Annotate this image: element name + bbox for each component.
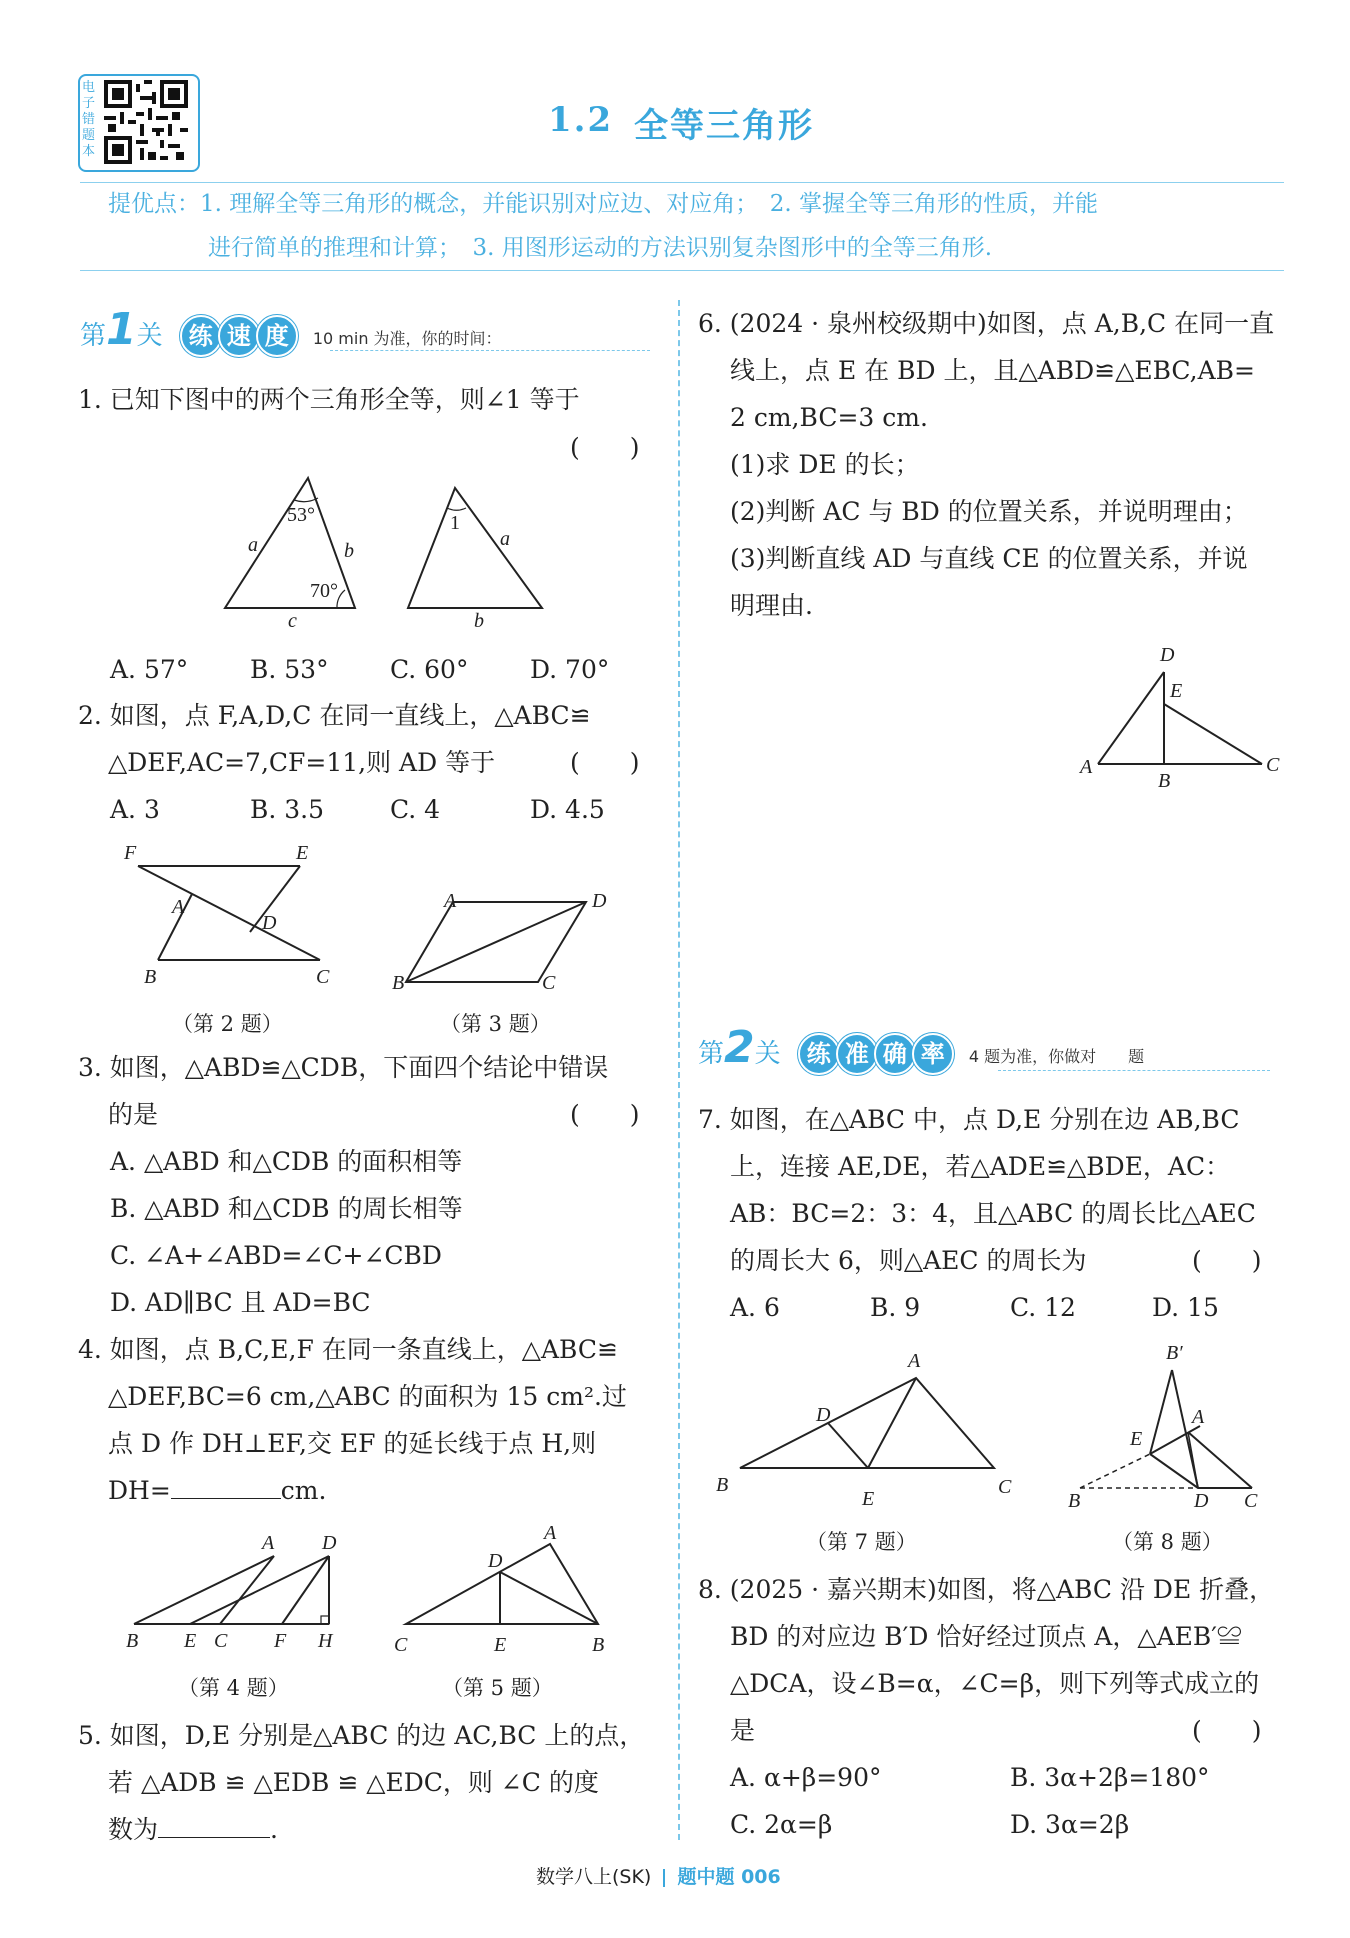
- q4-dh-label: DH=: [108, 1476, 171, 1505]
- q3-option-a[interactable]: A. △ABD 和△CDB 的面积相等: [110, 1147, 463, 1176]
- q3-option-d[interactable]: D. AD∥BC 且 AD=BC: [110, 1288, 371, 1317]
- q4-line4: [108, 1467, 326, 1514]
- qr-code-icon[interactable]: [104, 80, 188, 164]
- q7-line3: AB：BC=2：3：4，且△ABC 的周长比△AEC: [730, 1199, 1256, 1228]
- q6-pt-B: B: [1158, 770, 1171, 792]
- level1-num: 1: [106, 304, 137, 355]
- q5-pt-D: D: [488, 1550, 503, 1572]
- q5-answer-blank[interactable]: [158, 1811, 270, 1838]
- q5-pt-E: E: [494, 1634, 507, 1656]
- q1-figure: [210, 468, 570, 638]
- q3-option-b[interactable]: B. △ABD 和△CDB 的周长相等: [110, 1194, 463, 1223]
- q7-option-c[interactable]: C. 12: [1010, 1293, 1076, 1322]
- q5-figure: [400, 1536, 610, 1636]
- q6-figure: [1090, 664, 1280, 774]
- q4-unit: cm.: [280, 1476, 327, 1505]
- q5-pt-C: C: [394, 1634, 408, 1656]
- q1-triangle-right: [408, 488, 542, 608]
- q5-period: .: [270, 1815, 278, 1844]
- q2-caption: （第 2 题）: [172, 1012, 283, 1036]
- q8-pt-Bp: B′: [1166, 1342, 1183, 1364]
- q1-option-d[interactable]: D. 70°: [530, 655, 610, 684]
- q7-option-b[interactable]: B. 9: [870, 1293, 921, 1322]
- focus-line-2: 进行简单的推理和计算； 3. 用图形运动的方法识别复杂图形中的全等三角形.: [208, 235, 993, 261]
- q6-line2: 线上，点 E 在 BD 上，且△ABD≌△EBC,AB=: [730, 356, 1255, 385]
- q4-caption: （第 4 题）: [178, 1676, 289, 1700]
- q1-option-c[interactable]: C. 60°: [390, 655, 469, 684]
- q7-figure: [724, 1364, 1004, 1484]
- q1-label-1: 1: [450, 512, 460, 534]
- q2-option-c[interactable]: C. 4: [390, 795, 441, 824]
- q2-pt-C: C: [316, 966, 330, 988]
- q4-pt-C: C: [214, 1630, 228, 1652]
- q4-figure: [124, 1546, 344, 1636]
- q5-line1: 5. 如图，D,E 分别是△ABC 的边 AC,BC 上的点，: [78, 1721, 645, 1750]
- q8-pt-B: B: [1068, 1490, 1081, 1512]
- q3-pt-D: D: [592, 890, 607, 912]
- q1-option-a[interactable]: A. 57°: [110, 655, 189, 684]
- q6-sub1: (1)求 DE 的长；: [730, 450, 920, 479]
- q6-sub3: (3)判断直线 AD 与直线 CE 的位置关系，并说: [730, 544, 1248, 573]
- q4-pt-E: E: [184, 1630, 197, 1652]
- focus-line-1: 提优点：1. 理解全等三角形的概念，并能识别对应边、对应角； 2. 掌握全等三角形的性质，并能: [108, 191, 1099, 217]
- q7-pt-E: E: [862, 1488, 875, 1510]
- level2-char-2: 准: [836, 1033, 878, 1075]
- q1-answer-paren[interactable]: ( ): [570, 433, 640, 462]
- q6-pt-C: C: [1266, 754, 1280, 776]
- q7-pt-B: B: [716, 1474, 729, 1496]
- q8-option-d[interactable]: D. 3α=2β: [1010, 1810, 1130, 1839]
- q4-pt-D: D: [322, 1532, 337, 1554]
- footer-separator: [663, 1869, 665, 1887]
- q5-line2: 若 △ADB ≌ △EDB ≌ △EDC，则 ∠C 的度: [108, 1768, 599, 1797]
- q3-pt-C: C: [542, 972, 556, 994]
- q7-line1: 7. 如图，在△ABC 中，点 D,E 分别在边 AB,BC: [698, 1105, 1240, 1134]
- q3-caption: （第 3 题）: [440, 1012, 551, 1036]
- q7-pt-C: C: [998, 1476, 1012, 1498]
- q1-text: 1. 已知下图中的两个三角形全等，则∠1 等于: [78, 385, 580, 414]
- q3-answer-paren[interactable]: ( ): [570, 1100, 640, 1129]
- q2-figure: [120, 848, 340, 968]
- q7-option-d[interactable]: D. 15: [1152, 1293, 1219, 1322]
- q8-option-c[interactable]: C. 2α=β: [730, 1810, 833, 1839]
- q8-pt-E: E: [1130, 1428, 1143, 1450]
- q4-answer-blank[interactable]: [171, 1472, 281, 1499]
- q8-pt-C: C: [1244, 1490, 1258, 1512]
- q6-pt-A: A: [1080, 756, 1093, 778]
- q4-pt-B: B: [126, 1630, 139, 1652]
- q3-pt-B: B: [392, 972, 405, 994]
- q6-line3: 2 cm,BC=3 cm.: [730, 403, 928, 432]
- q1-label-c-left: c: [288, 610, 297, 632]
- q3-figure: [398, 890, 598, 990]
- q2-pt-F: F: [124, 842, 137, 864]
- column-divider: [678, 300, 680, 1840]
- q3-pt-A: A: [444, 890, 457, 912]
- q6-sub2: (2)判断 AC 与 BD 的位置关系，并说明理由；: [730, 497, 1248, 526]
- page-title: 全等三角形: [634, 106, 814, 146]
- level2-char-3: 确: [874, 1033, 916, 1075]
- q4-pt-A: A: [262, 1532, 275, 1554]
- q2-line1: 2. 如图，点 F,A,D,C 在同一直线上，△ABC≌: [78, 701, 591, 730]
- q5-caption: （第 5 题）: [442, 1676, 553, 1700]
- q8-line1: 8. (2025 · 嘉兴期末)如图，将△ABC 沿 DE 折叠，: [698, 1575, 1275, 1604]
- q5-pt-A: A: [544, 1522, 557, 1544]
- q8-answer-paren[interactable]: ( ): [1192, 1716, 1262, 1745]
- q8-option-a[interactable]: A. α+β=90°: [730, 1763, 882, 1792]
- q8-pt-D: D: [1194, 1490, 1209, 1512]
- q7-line4: 的周长大 6，则△AEC 的周长为: [730, 1246, 1087, 1275]
- q1-angle70: 70°: [310, 580, 338, 602]
- q7-caption: （第 7 题）: [806, 1530, 917, 1554]
- q7-pt-D: D: [816, 1404, 831, 1426]
- level2-char-1: 练: [798, 1033, 840, 1075]
- q6-pt-E: E: [1170, 680, 1183, 702]
- q8-line2: BD 的对应边 B′D 恰好经过顶点 A，△AEB′≌: [730, 1622, 1242, 1651]
- q2-pt-E: E: [296, 842, 309, 864]
- footer: [536, 1862, 781, 1889]
- q3-line1: 3. 如图，△ABD≌△CDB，下面四个结论中错误: [78, 1053, 609, 1082]
- q7-answer-paren[interactable]: ( ): [1192, 1246, 1262, 1275]
- q8-figure: [1070, 1364, 1260, 1494]
- level1-prefix: 第: [80, 321, 107, 351]
- q1-label-b-left: b: [344, 540, 354, 562]
- level1-char-3: 度: [256, 315, 298, 357]
- q2-option-b[interactable]: B. 3.5: [250, 795, 325, 824]
- q1-angle53: 53°: [287, 504, 315, 526]
- q3-line2: 的是: [108, 1100, 159, 1129]
- level2-num: 2: [724, 1022, 755, 1073]
- q2-line2: △DEF,AC=7,CF=11,则 AD 等于: [108, 748, 496, 777]
- focus-box-bottom: [80, 270, 1284, 271]
- q8-caption: （第 8 题）: [1112, 1530, 1223, 1554]
- q2-option-d[interactable]: D. 4.5: [530, 795, 605, 824]
- level1-char-2: 速: [218, 315, 260, 357]
- q4-pt-F: F: [274, 1630, 287, 1652]
- q6-sub3b: 明理由.: [730, 591, 813, 620]
- q5-pt-B: B: [592, 1634, 605, 1656]
- q7-pt-A: A: [908, 1350, 921, 1372]
- q2-pt-A: A: [172, 896, 185, 918]
- level2-note: 4 题为准，你做对 题: [968, 1047, 1145, 1066]
- q6-line1: 6. (2024 · 泉州校级期中)如图，点 A,B,C 在同一直: [698, 309, 1275, 338]
- level2-prefix: 第: [698, 1039, 725, 1069]
- q2-option-a[interactable]: A. 3: [110, 795, 160, 824]
- level2-char-4: 率: [912, 1033, 954, 1075]
- q1-label-b-right: b: [474, 610, 484, 632]
- q2-pt-D: D: [262, 912, 277, 934]
- level2-suffix: 关: [754, 1039, 781, 1069]
- q8-pt-A: A: [1192, 1406, 1205, 1428]
- q3-option-c[interactable]: C. ∠A+∠ABD=∠C+∠CBD: [110, 1241, 442, 1270]
- qr-side-label: 电子错题本: [82, 80, 96, 159]
- q4-line3: 点 D 作 DH⊥EF,交 EF 的延长线于点 H,则: [108, 1429, 597, 1458]
- level2-underline: [998, 1070, 1270, 1071]
- level1-note: 10 min 为准，你的时间：: [312, 329, 502, 348]
- q4-line2: △DEF,BC=6 cm,△ABC 的面积为 15 cm².过: [108, 1382, 627, 1411]
- level1-underline: [330, 350, 650, 351]
- q1-option-b[interactable]: B. 53°: [250, 655, 329, 684]
- level2-header: [698, 1022, 1144, 1075]
- level1-char-1: 练: [180, 315, 222, 357]
- section-number: 1.2: [548, 100, 614, 140]
- q5-line3: [108, 1806, 278, 1853]
- q8-line3: △DCA，设∠B=α，∠C=β，则下列等式成立的: [730, 1669, 1260, 1698]
- q8-option-b[interactable]: B. 3α+2β=180°: [1010, 1763, 1210, 1792]
- q2-pt-B: B: [144, 966, 157, 988]
- q2-answer-paren[interactable]: ( ): [570, 748, 640, 777]
- q1-label-a-right: a: [500, 528, 510, 550]
- q8-line4: 是: [730, 1716, 756, 1745]
- q7-option-a[interactable]: A. 6: [730, 1293, 780, 1322]
- q4-pt-H: H: [318, 1630, 333, 1652]
- q7-line2: 上，连接 AE,DE，若△ADE≌△BDE，AC：: [730, 1152, 1231, 1181]
- q5-prefix: 数为: [108, 1815, 159, 1844]
- q1-label-a-left: a: [248, 534, 258, 556]
- footer-page: 题中题 006: [677, 1866, 781, 1888]
- q4-line1: 4. 如图，点 B,C,E,F 在同一条直线上，△ABC≌: [78, 1335, 618, 1364]
- q6-pt-D: D: [1160, 644, 1175, 666]
- footer-book: 数学八上(SK): [536, 1866, 652, 1888]
- level1-suffix: 关: [136, 321, 163, 351]
